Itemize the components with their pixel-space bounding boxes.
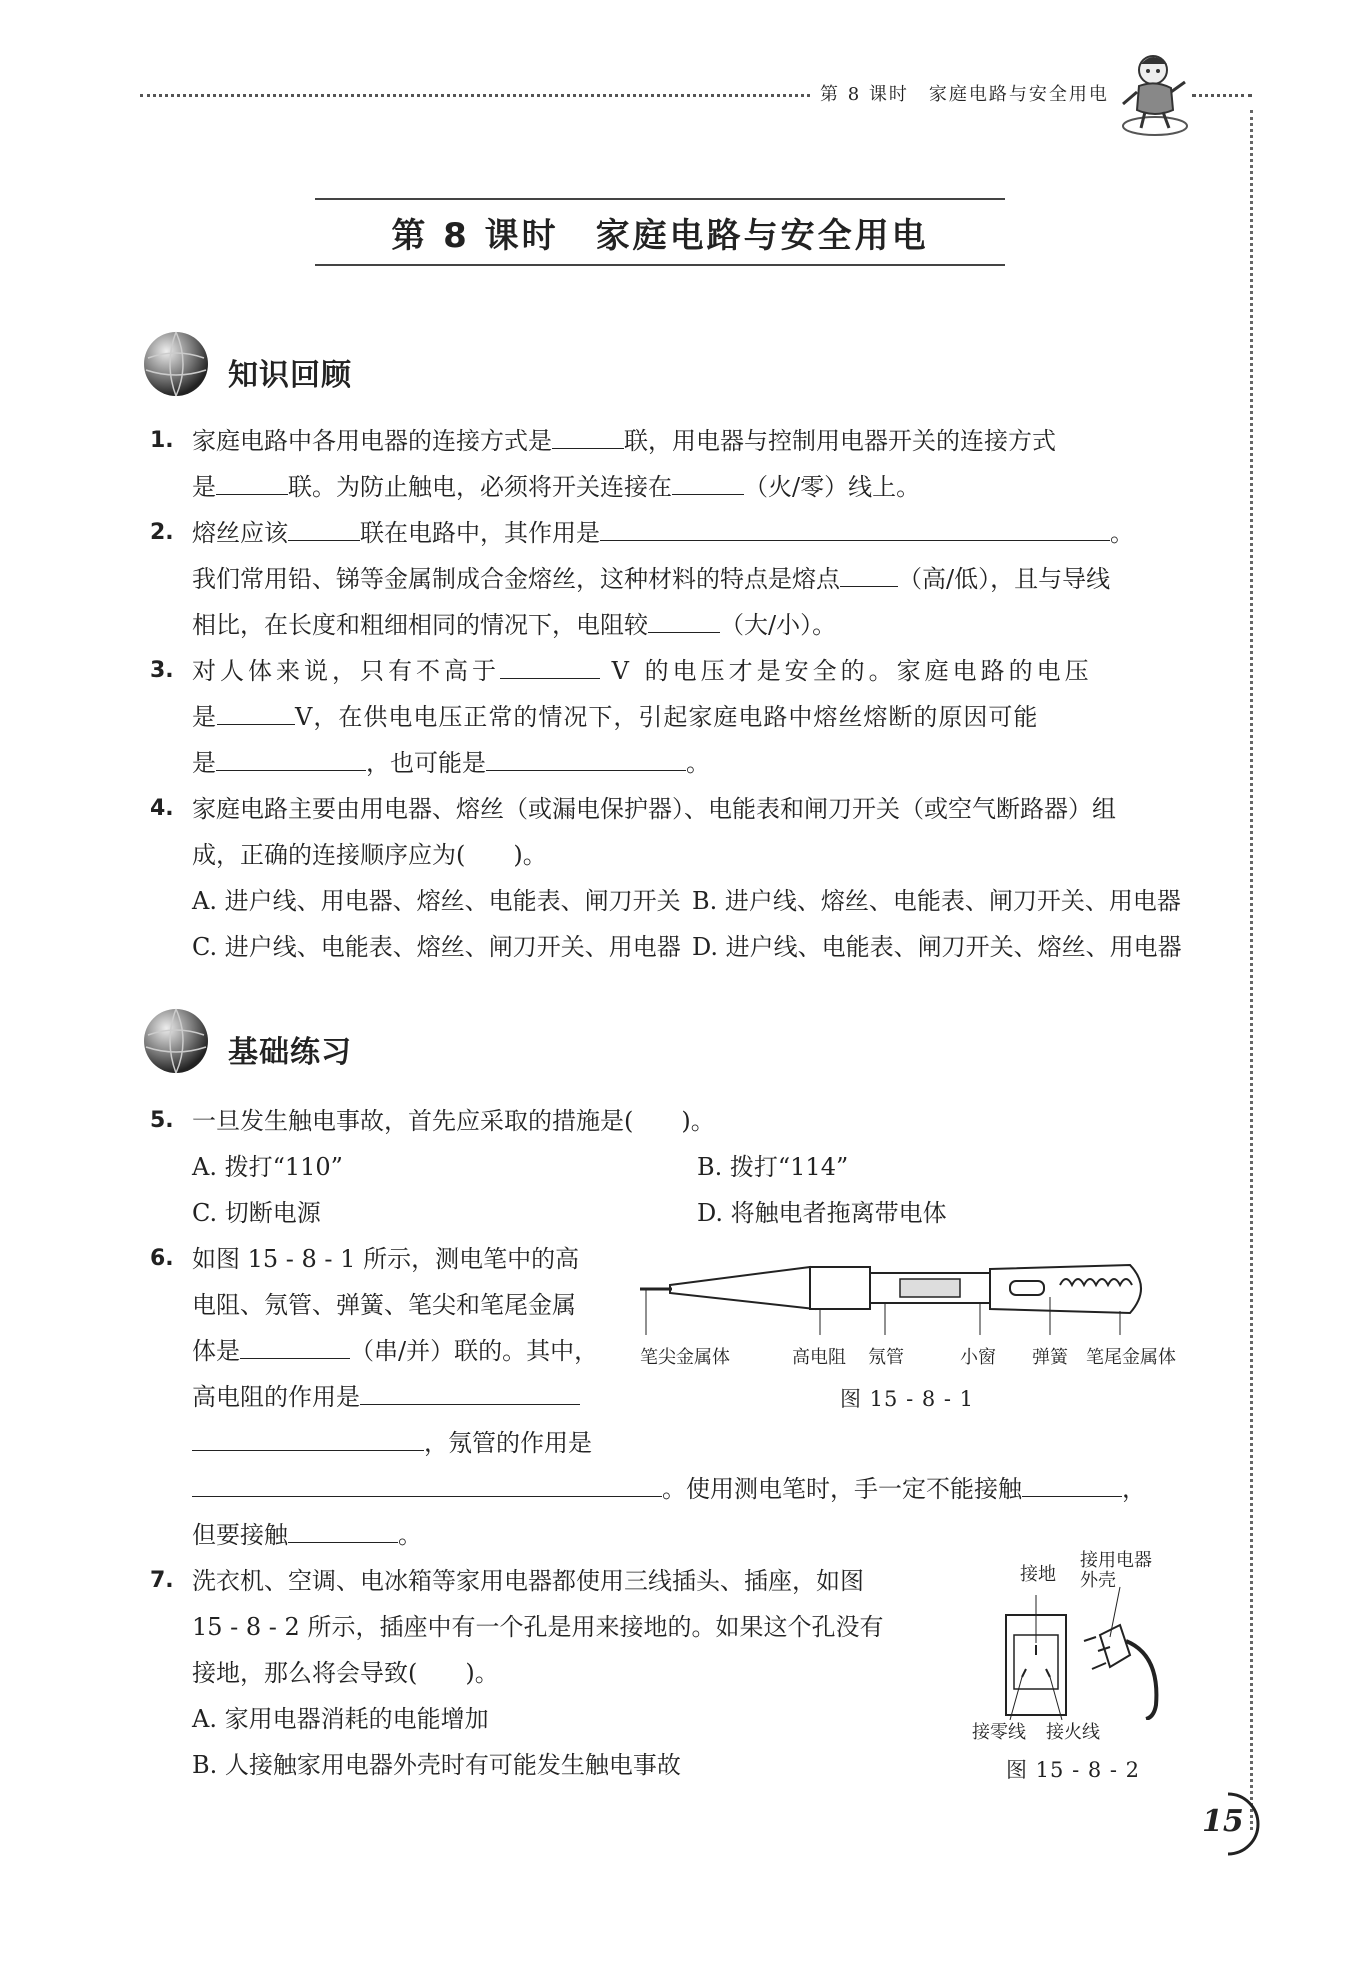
figure-label: 高电阻 [792, 1347, 846, 1368]
socket-plug-diagram [970, 1585, 1190, 1720]
answer-blank[interactable] [288, 1512, 398, 1543]
option-d[interactable]: D. 将触电者拖离带电体 [697, 1199, 947, 1227]
figure-label: 笔尾金属体 [1086, 1347, 1176, 1368]
answer-blank[interactable] [192, 1466, 662, 1497]
answer-blank[interactable] [648, 602, 720, 633]
lesson-title-block [315, 198, 1005, 266]
page-number-badge [1198, 1790, 1268, 1860]
question-number: 7. [150, 1568, 174, 1593]
figure-label: 弹簧 [1032, 1347, 1068, 1368]
question-number: 5. [150, 1108, 174, 1133]
option-a[interactable]: A. 进户线、用电器、熔丝、电能表、闸刀开关 [192, 887, 681, 915]
answer-blank[interactable] [360, 1374, 580, 1405]
page-title: 第 8 课时 家庭电路与安全用电 [391, 216, 929, 256]
answer-blank[interactable] [216, 740, 366, 771]
question-number: 4. [150, 796, 174, 821]
question-5: 5. 一旦发生触电事故，首先应采取的措施是( )。 A. 拨打“110” B. 拨打“114” C. 切断电源 D. 将触电者拖离带电体 [150, 1098, 1190, 1236]
figure-15-8-1 [640, 1255, 1200, 1415]
mascot-illustration [1115, 48, 1195, 138]
option-a[interactable]: A. 拨打“110” [192, 1153, 343, 1181]
running-header [140, 78, 1252, 108]
question-number: 3. [150, 658, 174, 683]
figure-caption: 图 15 - 8 - 1 [840, 1387, 975, 1411]
option-b[interactable]: B. 进户线、熔丝、电能表、闸刀开关、用电器 [692, 887, 1181, 915]
option-a[interactable]: A. 家用电器消耗的电能增加 [192, 1705, 489, 1733]
section-heading-review [140, 328, 440, 408]
option-c[interactable]: C. 进户线、电能表、熔丝、闸刀开关、用电器 [192, 933, 681, 961]
option-b[interactable]: B. 人接触家用电器外壳时有可能发生触电事故 [192, 1751, 681, 1779]
answer-blank[interactable] [216, 464, 288, 495]
answer-blank[interactable] [217, 694, 295, 725]
section-heading-practice [140, 1005, 440, 1085]
question-number: 1. [150, 428, 174, 453]
figure-label-shell: 外壳 [1080, 1570, 1116, 1591]
page-number: 15 [1202, 1804, 1244, 1839]
section-title-review: 知识回顾 [228, 358, 352, 393]
question-number: 6. [150, 1246, 174, 1271]
option-b[interactable]: B. 拨打“114” [697, 1153, 849, 1181]
question-number: 2. [150, 520, 174, 545]
answer-blank[interactable] [500, 648, 600, 679]
side-dotted-border [1250, 110, 1253, 1830]
option-c[interactable]: C. 切断电源 [192, 1199, 321, 1227]
figure-caption: 图 15 - 8 - 2 [1006, 1758, 1141, 1782]
question-2: 2. 熔丝应该 联在电路中，其作用是 。 我们常用铅、锑等金属制成合金熔丝，这种材料的特点是熔点 （高/低），且与导线 相比，在长度和粗细相同的情况下，电阻较 （大/小）。 [150, 510, 1190, 648]
question-3: 3. 对人体来说，只有不高于 V 的电压才是安全的。家庭电路的电压 是 V，在供电电压正常的情况下，引起家庭电路中熔丝熔断的原因可能 是 ，也可能是 。 [150, 648, 1190, 786]
figure-label-ground: 接地 [1020, 1564, 1056, 1585]
figure-label: 氖管 [868, 1347, 904, 1368]
question-1: 1. 家庭电路中各用电器的连接方式是 联，用电器与控制用电器开关的连接方式 是 联。为防止触电，必须将开关连接在 （火/零）线上。 [150, 418, 1190, 510]
test-pen-diagram [640, 1255, 1200, 1340]
figure-label-live: 接火线 [1046, 1722, 1100, 1743]
header-dotted-rule [140, 94, 810, 97]
globe-icon [140, 1005, 212, 1077]
answer-blank[interactable] [1022, 1466, 1122, 1497]
figure-label-shell: 接用电器 [1080, 1550, 1152, 1571]
answer-blank[interactable] [288, 510, 360, 541]
question-7: 7. 洗衣机、空调、电冰箱等家用电器都使用三线插头、插座，如图 15 - 8 - 2 所示，插座中有一个孔是用来接地的。如果这个孔没有 接地，那么将会导致( )。 A. 家用电器消耗的电能增加 B. 人接触家用电器外壳时有可能发生触电事故 [150, 1558, 970, 1788]
header-dotted-rule-right [1192, 94, 1252, 97]
figure-label-neutral: 接零线 [972, 1722, 1026, 1743]
answer-blank[interactable] [672, 464, 744, 495]
figure-label: 小窗 [960, 1347, 996, 1368]
question-4: 4. 家庭电路主要由用电器、熔丝（或漏电保护器）、电能表和闸刀开关（或空气断路器）组 成，正确的连接顺序应为( )。 A. 进户线、用电器、熔丝、电能表、闸刀开关 B. 进户线、熔丝、电能表、闸刀开关、用电器 C. 进户线、电能表、熔丝、闸刀开关、用电器 D. 进户线、电能表、闸刀开关、熔丝、用电器 [150, 786, 1190, 970]
figure-label: 笔尖金属体 [640, 1347, 730, 1368]
figure-15-8-2 [970, 1540, 1190, 1790]
answer-blank[interactable] [486, 740, 686, 771]
answer-blank[interactable] [600, 510, 1110, 541]
globe-icon [140, 328, 212, 400]
question-6: 6. 如图 15 - 8 - 1 所示，测电笔中的高 电阻、氖管、弹簧、笔尖和笔尾金属 体是 （串/并）联的。其中， 高电阻的作用是 ，氖管的作用是 。使用测电笔时，手一定不能接触 ， 但要接触 。 [150, 1236, 1190, 1558]
section-title-practice: 基础练习 [228, 1035, 352, 1070]
answer-blank[interactable] [240, 1328, 350, 1359]
answer-blank[interactable] [840, 556, 898, 587]
answer-blank[interactable] [192, 1420, 424, 1451]
option-d[interactable]: D. 进户线、电能表、闸刀开关、熔丝、用电器 [692, 933, 1182, 961]
answer-blank[interactable] [552, 418, 624, 449]
running-head-text: 第 8 课时 家庭电路与安全用电 [820, 84, 1109, 105]
